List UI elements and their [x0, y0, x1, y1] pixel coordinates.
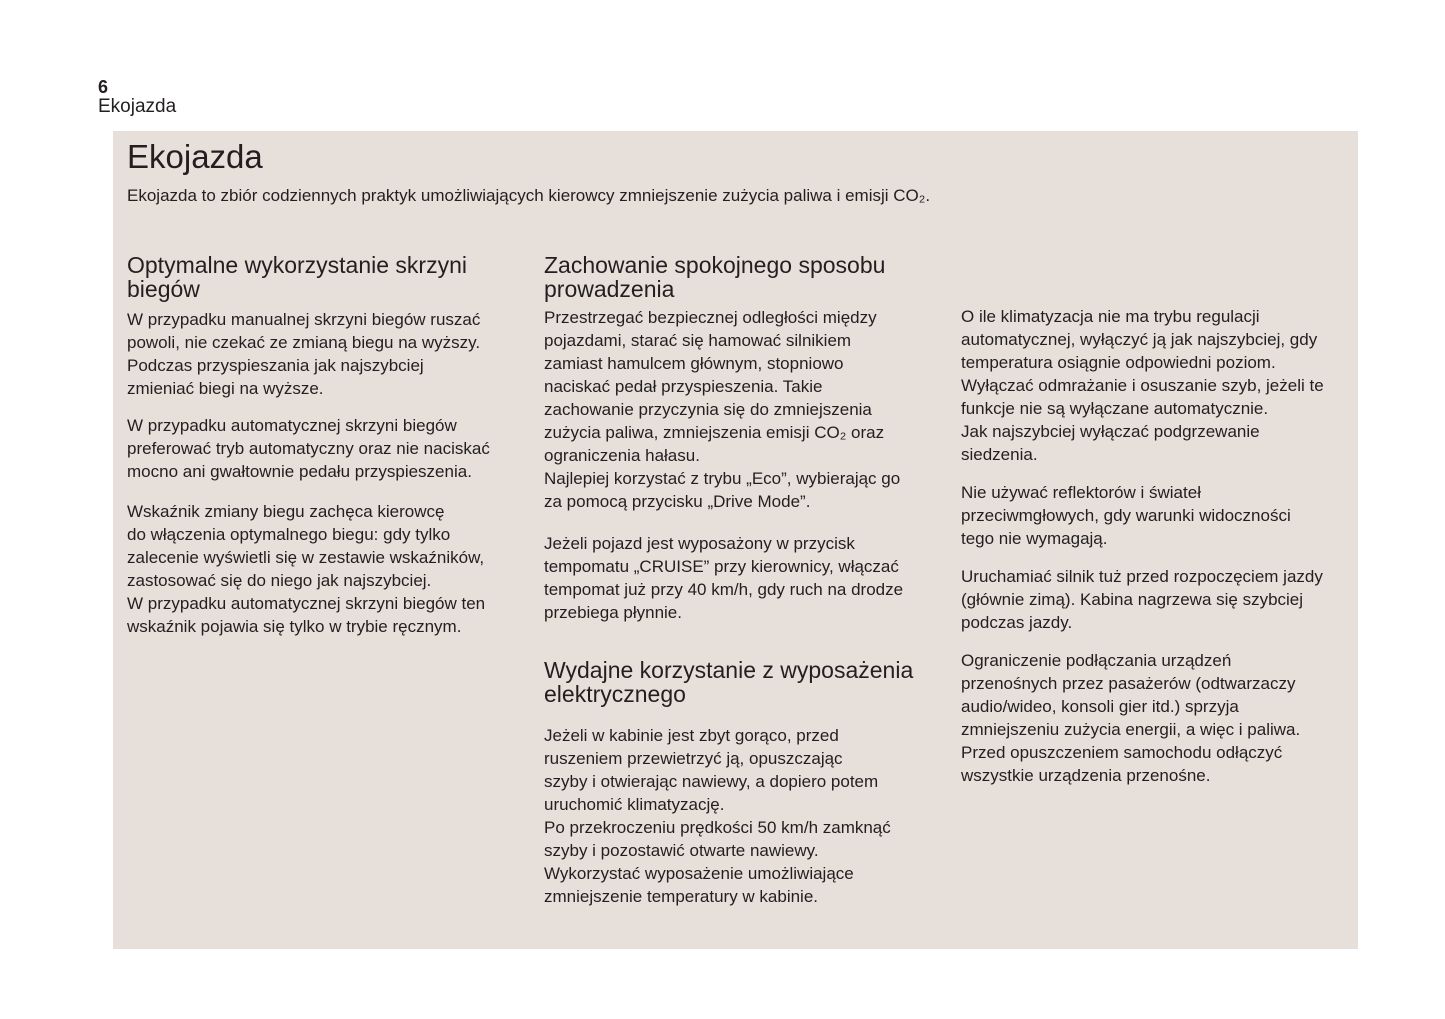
text-line: zużycia paliwa, zmniejszenia emisji CO₂ oraz: [544, 423, 885, 442]
text-line: (głównie zimą). Kabina nagrzewa się szybciej: [961, 590, 1304, 609]
text-line: wszystkie urządzenia przenośne.: [961, 766, 1211, 785]
text-line: Najlepiej korzystać z trybu „Eco”, wybierając go: [544, 469, 901, 488]
paragraph: [961, 565, 1361, 634]
text-line: W przypadku automatycznej skrzyni biegów ten: [127, 594, 486, 613]
text-line: O ile klimatyzacja nie ma trybu regulacji: [961, 307, 1260, 326]
paragraph: [127, 414, 527, 483]
text-line: Przed opuszczeniem samochodu odłączyć: [961, 743, 1283, 762]
text-line: pojazdami, starać się hamować silnikiem: [544, 331, 852, 350]
heading-gearbox: Optymalne wykorzystanie skrzyni biegów: [127, 252, 467, 302]
text-line: powoli, nie czekać ze zmianą biegu na wyższy.: [127, 333, 481, 352]
text-line: przeciwmgłowych, gdy warunki widoczności: [961, 506, 1291, 525]
text-line: W przypadku manualnej skrzyni biegów ruszać: [127, 310, 481, 329]
text-line: szyby i pozostawić otwarte nawiewy.: [544, 841, 819, 860]
text-line: tempomatu „CRUISE” przy kierownicy, włączać: [544, 557, 899, 576]
text-line: Ograniczenie podłączania urządzeń: [961, 651, 1232, 670]
page-number: 6: [98, 77, 109, 97]
text-line: audio/wideo, konsoli gier itd.) sprzyja: [961, 697, 1239, 716]
section-name: Ekojazda: [98, 96, 177, 117]
text-line: przebiega płynnie.: [544, 603, 682, 622]
heading-electrical: Wydajne korzystanie z wyposażenia elektrycznego: [544, 657, 914, 707]
paragraph: [544, 532, 944, 624]
text-line: zalecenie wyświetli się w zestawie wskaźników,: [127, 548, 485, 567]
text-line: funkcje nie są wyłączane automatycznie.: [961, 399, 1269, 418]
paragraph: [961, 649, 1361, 787]
text-line: Podczas przyspieszania jak najszybciej: [127, 356, 424, 375]
text-line: W przypadku automatycznej skrzyni biegów: [127, 416, 457, 435]
text-line: podczas jazdy.: [961, 613, 1073, 632]
text-line: Po przekroczeniu prędkości 50 km/h zamknąć: [544, 818, 891, 837]
text-line: Wykorzystać wyposażenie umożliwiające: [544, 864, 854, 883]
text-line: ograniczenia hałasu.: [544, 446, 700, 465]
paragraph: [127, 308, 527, 400]
paragraph: [544, 724, 944, 908]
text-line: ruszeniem przewietrzyć ją, opuszczając: [544, 749, 843, 768]
text-line: Przestrzegać bezpiecznej odległości między: [544, 308, 877, 327]
text-line: zmniejszeniu zużycia energii, a więc i paliwa.: [961, 720, 1301, 739]
text-line: Jak najszybciej wyłączać podgrzewanie: [961, 422, 1260, 441]
text-line: naciskać pedał przyspieszenia. Takie: [544, 377, 823, 396]
text-line: automatycznej, wyłączyć ją jak najszybciej, gdy: [961, 330, 1318, 349]
text-line: tempomat już przy 40 km/h, gdy ruch na drodze: [544, 580, 904, 599]
text-line: za pomocą przycisku „Drive Mode”.: [544, 492, 811, 511]
text-line: zachowanie przyczynia się do zmniejszenia: [544, 400, 872, 419]
text-line: preferować tryb automatyczny oraz nie naciskać: [127, 439, 490, 458]
text-line: szyby i otwierając nawiewy, a dopiero potem: [544, 772, 879, 791]
text-line: mocno ani gwałtownie pedału przyspieszenia.: [127, 462, 472, 481]
text-line: wskaźnik pojawia się tylko w trybie ręcznym.: [127, 617, 462, 636]
text-line: uruchomić klimatyzację.: [544, 795, 725, 814]
text-line: Uruchamiać silnik tuż przed rozpoczęciem jazdy: [961, 567, 1323, 586]
text-line: zastosować się do niego jak najszybciej.: [127, 571, 432, 590]
text-line: Jeżeli pojazd jest wyposażony w przycisk: [544, 534, 855, 553]
text-line: Jeżeli w kabinie jest zbyt gorąco, przed: [544, 726, 839, 745]
text-line: zmniejszenie temperatury w kabinie.: [544, 887, 819, 906]
text-line: temperatura osiągnie odpowiedni poziom.: [961, 353, 1276, 372]
text-line: zamiast hamulcem głównym, stopniowo: [544, 354, 844, 373]
text-line: Wyłączać odmrażanie i osuszanie szyb, jeżeli te: [961, 376, 1324, 395]
page-title: Ekojazda: [127, 138, 263, 175]
paragraph: [961, 305, 1361, 466]
text-line: zmieniać biegi na wyższe.: [127, 379, 324, 398]
paragraph: [544, 306, 944, 513]
heading-calm-driving: Zachowanie spokojnego sposobu prowadzenia: [544, 252, 886, 302]
paragraph: [961, 481, 1361, 550]
text-line: siedzenia.: [961, 445, 1038, 464]
text-line: przenośnych przez pasażerów (odtwarzaczy: [961, 674, 1296, 693]
paragraph: [127, 500, 527, 638]
text-line: Wskaźnik zmiany biegu zachęca kierowcę: [127, 502, 445, 521]
intro-text: Ekojazda to zbiór codziennych praktyk umożliwiających kierowcy zmniejszenie zużycia paliwa i emisji CO₂.: [127, 186, 931, 205]
text-line: tego nie wymagają.: [961, 529, 1108, 548]
text-line: Nie używać reflektorów i świateł: [961, 483, 1201, 502]
text-line: do włączenia optymalnego biegu: gdy tylko: [127, 525, 451, 544]
